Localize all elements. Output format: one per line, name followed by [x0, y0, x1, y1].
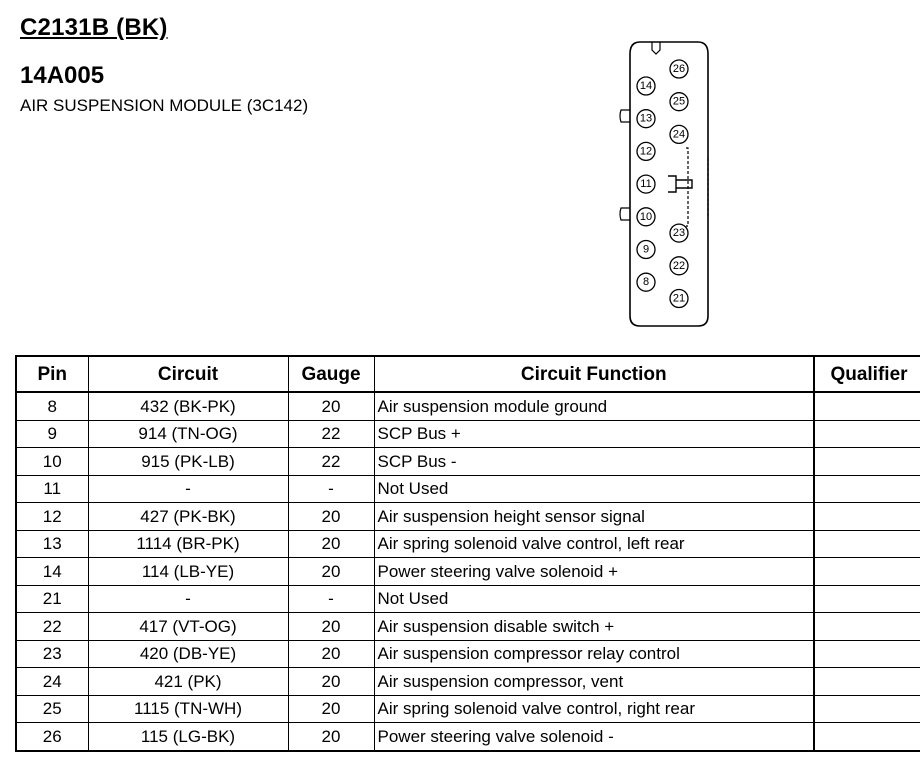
pin-cell: 26 — [16, 723, 88, 751]
table-row — [16, 392, 920, 420]
qualifier-cell — [814, 420, 920, 448]
function-cell: Not Used — [374, 475, 814, 503]
right-pin-column — [670, 60, 688, 308]
table-row — [16, 723, 920, 751]
connector-face-diagram — [600, 36, 720, 332]
pin-label: 12 — [639, 145, 653, 158]
pin-label: 11 — [640, 178, 652, 191]
header-circuit: Circuit — [88, 356, 288, 392]
pin-cell: 14 — [16, 558, 88, 586]
function-cell: Air suspension compressor, vent — [374, 668, 814, 696]
circuit-cell: 421 (PK) — [88, 668, 288, 696]
qualifier-cell — [814, 503, 920, 531]
connector-title: C2131B (BK) — [20, 14, 168, 41]
gauge-cell: 20 — [288, 503, 374, 531]
table-row — [16, 530, 920, 558]
gauge-cell: 20 — [288, 723, 374, 751]
pin-cell: 23 — [16, 640, 88, 668]
table-row — [16, 640, 920, 668]
pin-label: 24 — [672, 128, 686, 141]
function-cell: Air suspension height sensor signal — [374, 503, 814, 531]
function-cell: Air spring solenoid valve control, left rear — [374, 530, 814, 558]
qualifier-cell — [814, 530, 920, 558]
gauge-cell: - — [288, 585, 374, 613]
pin-cell: 12 — [16, 503, 88, 531]
circuit-cell: 420 (DB-YE) — [88, 640, 288, 668]
circuit-cell: 114 (LB-YE) — [88, 558, 288, 586]
pin-cell: 22 — [16, 613, 88, 641]
circuit-cell: 1115 (TN-WH) — [88, 695, 288, 723]
gauge-cell: - — [288, 475, 374, 503]
qualifier-cell — [814, 448, 920, 476]
function-cell: Air spring solenoid valve control, right rear — [374, 695, 814, 723]
qualifier-cell — [814, 640, 920, 668]
pin-label: 23 — [672, 227, 686, 240]
circuit-cell: 915 (PK-LB) — [88, 448, 288, 476]
gauge-cell: 20 — [288, 392, 374, 420]
function-cell: Power steering valve solenoid - — [374, 723, 814, 751]
pin-cell: 8 — [16, 392, 88, 420]
part-number: 14A005 — [20, 62, 105, 89]
qualifier-cell — [814, 585, 920, 613]
circuit-cell: 1114 (BR-PK) — [88, 530, 288, 558]
pin-label: 21 — [672, 292, 686, 305]
gauge-cell: 20 — [288, 613, 374, 641]
pin-cell: 9 — [16, 420, 88, 448]
gauge-cell: 20 — [288, 668, 374, 696]
pin-label: 9 — [642, 243, 650, 256]
pin-label: 14 — [639, 80, 653, 92]
right-lock-bracket — [686, 148, 708, 226]
gauge-cell: 20 — [288, 530, 374, 558]
pin-label: 26 — [672, 63, 686, 75]
function-cell: Air suspension disable switch + — [374, 613, 814, 641]
pin-cell: 11 — [16, 475, 88, 503]
circuit-cell: 417 (VT-OG) — [88, 613, 288, 641]
circuit-cell: 115 (LG-BK) — [88, 723, 288, 751]
table-row — [16, 695, 920, 723]
function-cell: SCP Bus - — [374, 448, 814, 476]
function-cell: SCP Bus + — [374, 420, 814, 448]
table-header-row — [16, 356, 920, 392]
pin-label: 25 — [672, 95, 686, 108]
table-row — [16, 420, 920, 448]
top-latch — [652, 42, 660, 54]
header-gauge: Gauge — [288, 356, 374, 392]
pin-cell: 13 — [16, 530, 88, 558]
table-row — [16, 448, 920, 476]
pin-label: 13 — [639, 112, 653, 125]
pin-cell: 21 — [16, 585, 88, 613]
gauge-cell: 20 — [288, 640, 374, 668]
qualifier-cell — [814, 392, 920, 420]
qualifier-cell — [814, 475, 920, 503]
circuit-cell: 432 (BK-PK) — [88, 392, 288, 420]
pin-label: 8 — [642, 276, 650, 289]
gauge-cell: 22 — [288, 420, 374, 448]
left-pin-column — [637, 77, 655, 291]
table-row — [16, 585, 920, 613]
table-row — [16, 475, 920, 503]
function-cell: Air suspension module ground — [374, 392, 814, 420]
function-cell: Power steering valve solenoid + — [374, 558, 814, 586]
left-tab-lower — [620, 208, 630, 220]
table-row — [16, 668, 920, 696]
pin-label: 22 — [672, 259, 686, 272]
pin-cell: 25 — [16, 695, 88, 723]
qualifier-cell — [814, 613, 920, 641]
header-pin: Pin — [16, 356, 88, 392]
gauge-cell: 20 — [288, 695, 374, 723]
table-row — [16, 558, 920, 586]
header-qualifier: Qualifier — [814, 356, 920, 392]
circuit-cell: 914 (TN-OG) — [88, 420, 288, 448]
table-row — [16, 503, 920, 531]
qualifier-cell — [814, 668, 920, 696]
pin-cell: 10 — [16, 448, 88, 476]
qualifier-cell — [814, 723, 920, 751]
gauge-cell: 20 — [288, 558, 374, 586]
circuit-cell: 427 (PK-BK) — [88, 503, 288, 531]
left-tab-upper — [620, 110, 630, 122]
pin-label: 10 — [639, 210, 653, 223]
qualifier-cell — [814, 558, 920, 586]
function-cell: Not Used — [374, 585, 814, 613]
qualifier-cell — [814, 695, 920, 723]
circuit-cell: - — [88, 475, 288, 503]
header-circuit-function: Circuit Function — [374, 356, 814, 392]
pin-cell: 24 — [16, 668, 88, 696]
table-row — [16, 613, 920, 641]
module-description: AIR SUSPENSION MODULE (3C142) — [20, 96, 309, 115]
circuit-cell: - — [88, 585, 288, 613]
function-cell: Air suspension compressor relay control — [374, 640, 814, 668]
pinout-table — [15, 355, 920, 752]
gauge-cell: 22 — [288, 448, 374, 476]
